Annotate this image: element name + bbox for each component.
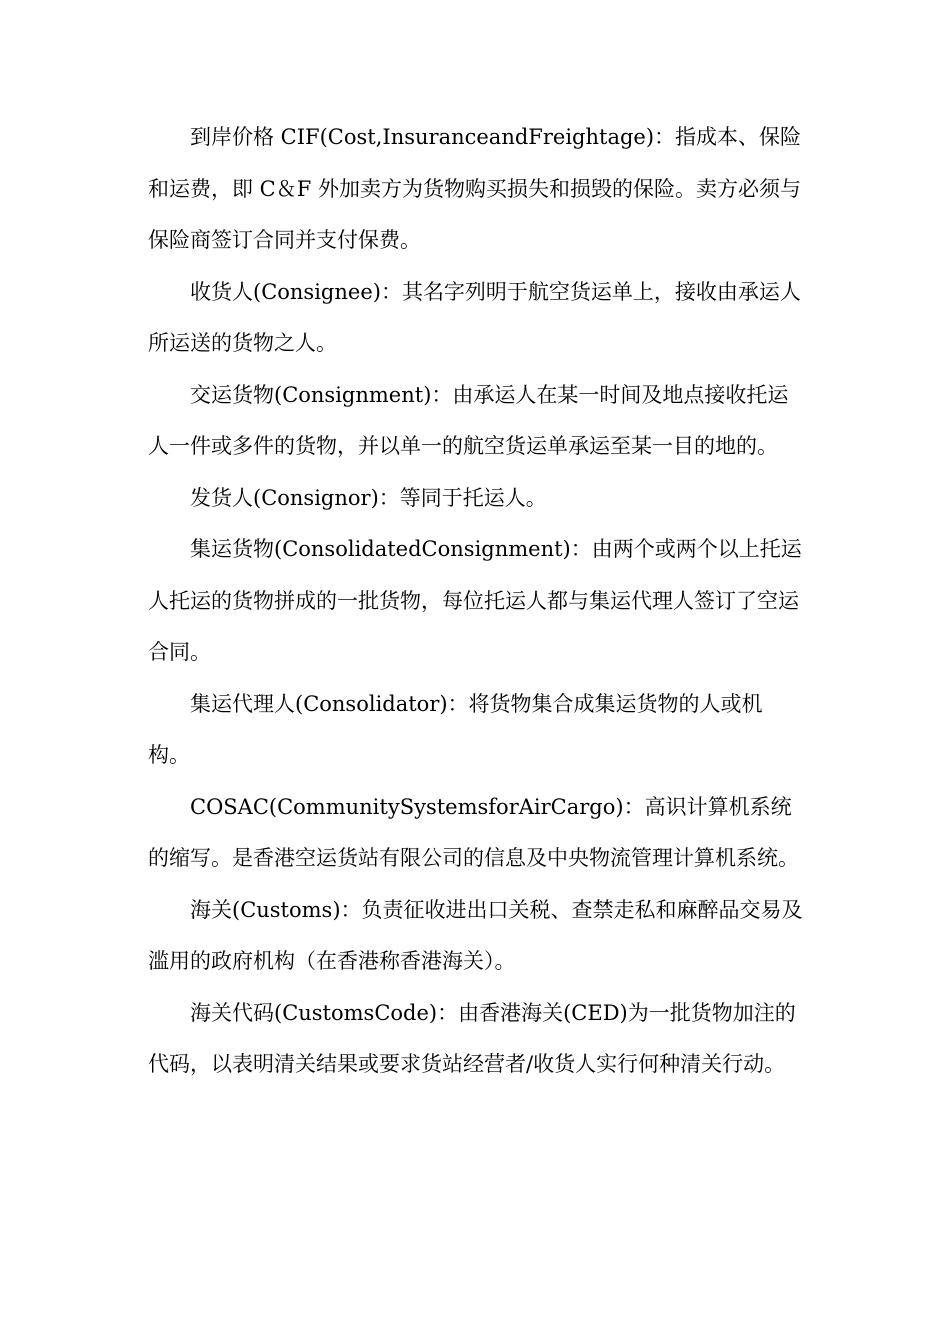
paragraph-cosac: COSAC(CommunitySystemsforAirCargo)：高识计算机系统的缩写。是香港空运货站有限公司的信息及中央物流管理计算机系统。 [148,794,799,870]
paragraph-consignor: 发货人(Consignor)：等同于托运人。 [190,485,547,510]
paragraph-consignee: 收货人(Consignee)：其名字列明于航空货运单上，接收由承运人所运送的货物之人。 [148,279,801,355]
paragraph-customs-code: 海关代码(CustomsCode)：由香港海关(CED)为一批货物加注的代码，以表明清关结果或要求货站经营者/收货人实行何种清关行动。 [148,1000,796,1076]
document-body [148,112,804,1091]
paragraph-cif: 到岸价格 CIF(Cost,InsuranceandFreightage)：指成本、保险和运费，即 C＆F 外加卖方为货物购买损失和损毁的保险。卖方必须与保险商签订合同并支付保费。 [148,125,802,252]
paragraph-consolidator: 集运代理人(Consolidator)：将货物集合成集运货物的人或机构。 [148,691,763,767]
paragraph-consignment: 交运货物(Consignment)：由承运人在某一时间及地点接收托运人一件或多件的货物，并以单一的航空货运单承运至某一目的地的。 [148,382,789,458]
paragraph-customs: 海关(Customs)：负责征收进出口关税、查禁走私和麻醉品交易及滥用的政府机构（在香港称香港海关）。 [148,897,803,973]
paragraph-consolidated-consignment: 集运货物(ConsolidatedConsignment)：由两个或两个以上托运人托运的货物拼成的一批货物，每位托运人都与集运代理人签订了空运合同。 [148,537,802,664]
